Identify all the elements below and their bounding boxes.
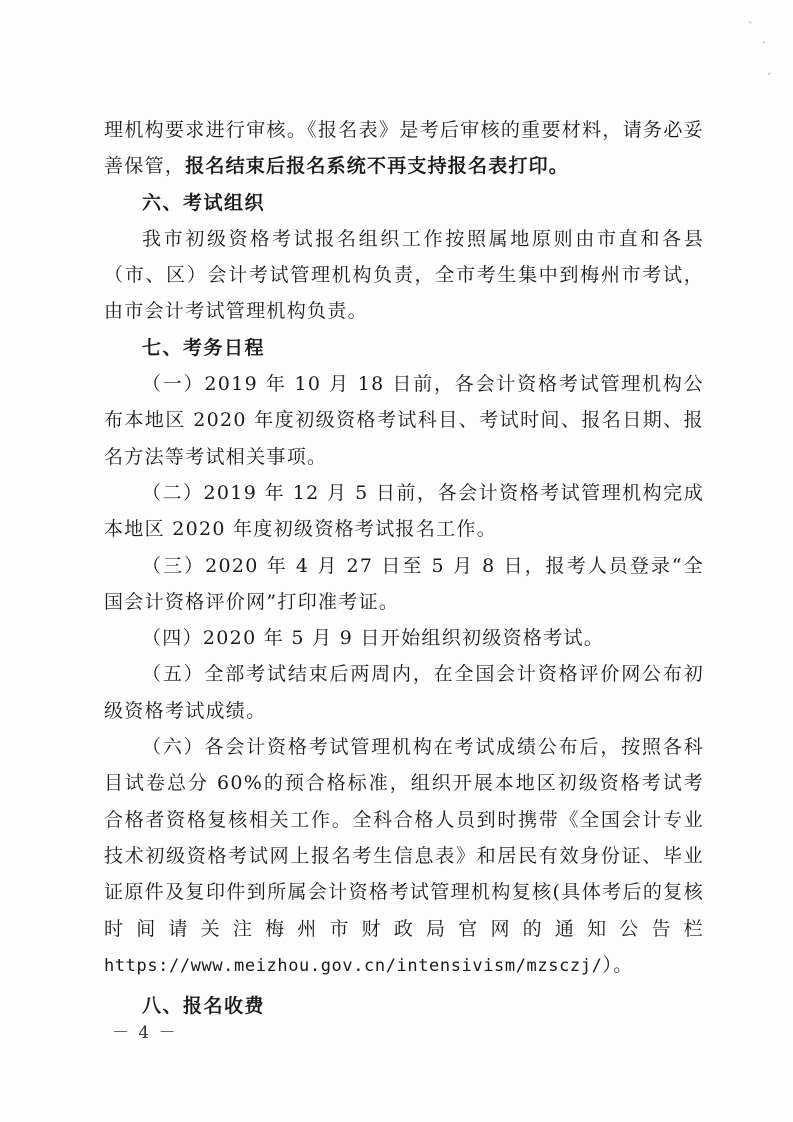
document-body <box>104 112 704 1024</box>
scan-speck-mark: ˋ <box>748 20 754 33</box>
schedule-item-2: （二）2019 年 12 月 5 日前，各会计资格考试管理机构完成本地区 2020 年度初级资格考试报名工作。 <box>104 481 704 541</box>
schedule-item-6-text: （六）各会计资格考试管理机构在考试成绩公布后，按照各科目试卷总分 60%的预合格标准，组织开展本地区初级资格考试考合格者资格复核相关工作。全科合格人员到时携带《全国会计专业技术初级资格考试网上报名考生信息表》和居民有效身份证、毕业证原件及复印件到所属会计资格考试管理机构复核(具体考后的复核时间请关注梅州市财政局官网的通知公告栏 <box>104 736 704 940</box>
schedule-item-3: （三）2020 年 4 月 27 日至 5 月 8 日，报考人员登录“全国会计资格评价网”打印准考证。 <box>104 554 704 613</box>
paragraph-text: 理机构要求进行审核。《报名表》是考后审核的重要材料，请务必妥善保管， <box>104 119 704 178</box>
schedule-item-1: （一）2019 年 10 月 18 日前，各会计资格考试管理机构公布本地区 2020 年度初级资格考试科目、考试时间、报名日期、报名方法等考试相关事项。 <box>104 373 704 468</box>
paragraph-exam-organization: 我市初级资格考试报名组织工作按照属地原则由市直和各县（市、区）会计考试管理机构负责，全市考生集中到梅州市考试，由市会计考试管理机构负责。 <box>104 227 704 323</box>
section-heading-7: 七、考务日程 <box>142 336 266 359</box>
schedule-item-6 <box>104 729 704 984</box>
schedule-item-5: （五）全部考试结束后两周内，在全国会计资格评价网公布初级资格考试成绩。 <box>104 663 704 722</box>
section-heading-6: 六、考试组织 <box>142 191 266 214</box>
bold-notice-text: 报名结束后报名系统不再支持报名表打印。 <box>185 155 570 178</box>
scan-speck-mark: ˏ <box>766 62 772 75</box>
schedule-item-6-end: ）。 <box>602 953 634 976</box>
scan-speck-mark: · <box>762 36 766 49</box>
section-heading-8: 八、报名收费 <box>142 995 266 1018</box>
notice-board-url: https://www.meizhou.gov.cn/intensivism/mzsczj/ <box>104 955 603 976</box>
paragraph-review-notice <box>104 112 704 185</box>
schedule-item-4: （四）2020 年 5 月 9 日开始组织初级资格考试。 <box>142 627 605 650</box>
page-number: － 4 － <box>112 1023 178 1043</box>
